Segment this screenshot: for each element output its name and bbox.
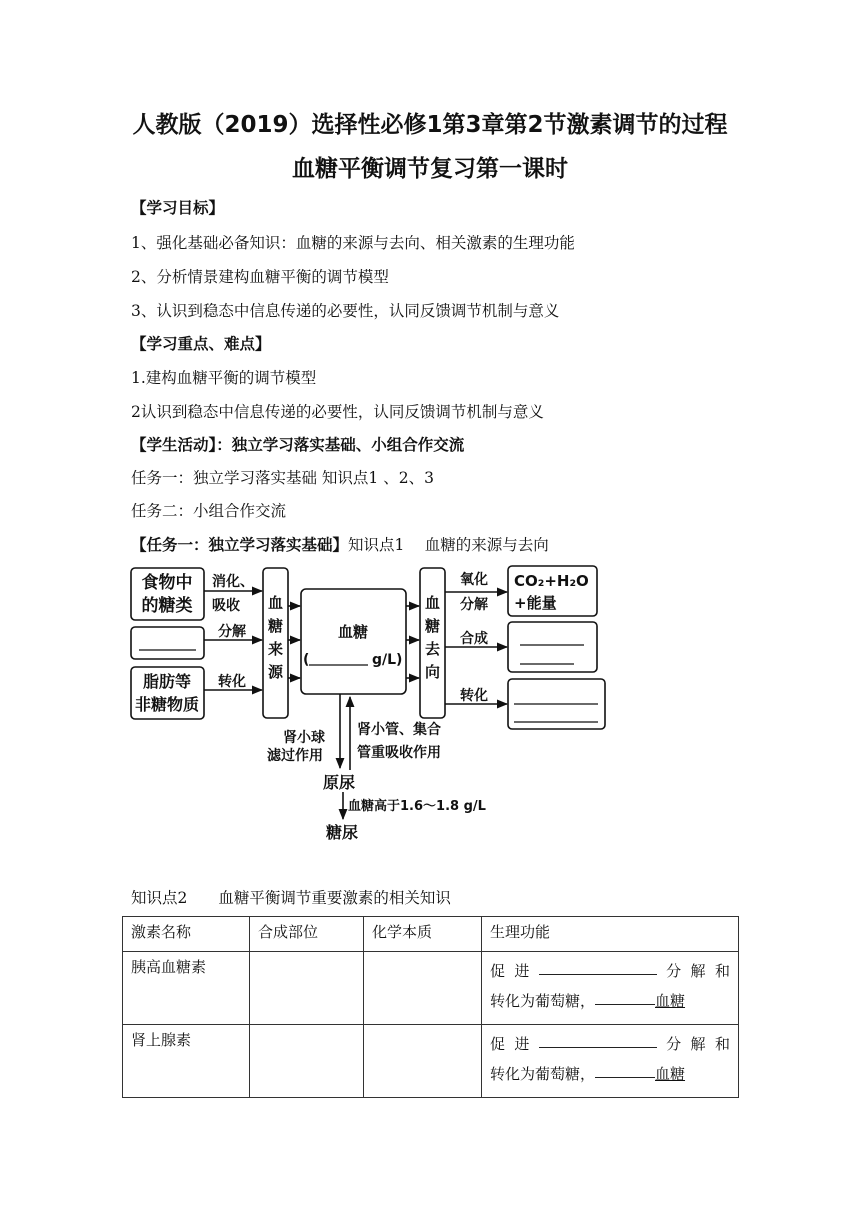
center-blood-sugar-box — [301, 589, 406, 694]
knowledge2-heading: 知识点2 血糖平衡调节重要激素的相关知识 — [131, 889, 451, 907]
header-chemical-nature: 化学本质 — [364, 917, 482, 952]
function-line-1 — [490, 1029, 730, 1059]
function-line-2 — [490, 1059, 730, 1089]
source-char-4: 源 — [267, 663, 284, 681]
fat-label-1: 脂肪等 — [142, 672, 192, 691]
objectives-heading: 【学习目标】 — [131, 199, 225, 217]
center-unit: g/L) — [372, 652, 403, 668]
synthesize-label: 合成 — [460, 631, 488, 647]
header-function: 生理功能 — [482, 917, 739, 952]
function-cell — [482, 952, 739, 1025]
func-end: 血糖 — [655, 992, 686, 1010]
center-unit-open: ( — [303, 652, 310, 668]
objective-item-1: 1、强化基础必备知识：血糖的来源与去向、相关激素的生理功能 — [131, 234, 575, 252]
convert-label: 转化 — [218, 674, 246, 690]
keypoints-heading: 【学习重点、难点】 — [131, 335, 271, 353]
func-end: 血糖 — [655, 1065, 686, 1083]
header-synthesis-site: 合成部位 — [250, 917, 364, 952]
func-decompose-1: 分 — [666, 1035, 682, 1053]
kidney-filter-label-2: 滤过作用 — [267, 748, 323, 764]
func-promote-2: 进 — [514, 1035, 530, 1053]
reabsorb-label-1: 肾小管、集合 — [357, 722, 441, 738]
digest-label-2: 吸收 — [212, 598, 240, 614]
decompose-label: 分解 — [218, 624, 246, 640]
function-blank-2 — [595, 986, 655, 1005]
hormone-name-cell: 胰高血糖素 — [123, 952, 250, 1025]
food-label-2: 的糖类 — [141, 596, 193, 616]
func-line2-text: 转化为葡萄糖， — [490, 1065, 596, 1083]
func-and: 和 — [714, 1035, 730, 1053]
task-2: 任务二：小组合作交流 — [131, 502, 287, 520]
func-promote-1: 促 — [490, 1035, 506, 1053]
threshold-label: 血糖高于1.6～1.8 g/L — [348, 799, 486, 814]
func-and: 和 — [714, 962, 730, 980]
blank-source-box — [131, 627, 204, 659]
co2-label-1: CO₂+H₂O — [514, 572, 589, 590]
hormone-name-cell: 肾上腺素 — [123, 1025, 250, 1098]
urine-label: 原尿 — [323, 773, 356, 792]
knowledge1-heading-bold: 【任务一：独立学习落实基础】 — [131, 536, 349, 554]
chemical-nature-cell — [364, 1025, 482, 1098]
objective-item-3: 3、认识到稳态中信息传递的必要性，认同反馈调节机制与意义 — [131, 302, 560, 320]
function-line-2 — [490, 986, 730, 1016]
diabetes-label: 糖尿 — [326, 823, 359, 842]
dest-char-4: 向 — [424, 663, 441, 681]
reabsorb-label-2: 管重吸收作用 — [357, 745, 441, 761]
source-char-1: 血 — [267, 594, 284, 612]
table-header-row — [123, 917, 739, 952]
oxidize-label-1: 氧化 — [460, 572, 488, 588]
co2-label-2: +能量 — [514, 594, 557, 612]
function-cell — [482, 1025, 739, 1098]
keypoint-item-2: 2认识到稳态中信息传递的必要性，认同反馈调节机制与意义 — [131, 403, 544, 421]
oxidize-label-2: 分解 — [460, 597, 488, 613]
func-line2-text: 转化为葡萄糖， — [490, 992, 596, 1010]
func-decompose-2: 解 — [690, 962, 706, 980]
synthesis-site-cell — [250, 952, 364, 1025]
food-label-1: 食物中 — [141, 573, 193, 593]
func-promote-2: 进 — [514, 962, 530, 980]
fat-label-2: 非糖物质 — [134, 695, 200, 714]
dest-char-1: 血 — [424, 594, 441, 612]
function-blank-1 — [539, 1029, 657, 1048]
func-decompose-2: 解 — [690, 1035, 706, 1053]
table-row — [123, 1025, 739, 1098]
table-row — [123, 952, 739, 1025]
chemical-nature-cell — [364, 952, 482, 1025]
task-1: 任务一：独立学习落实基础 知识点1 、2、3 — [131, 469, 434, 487]
center-label: 血糖 — [337, 623, 369, 641]
source-char-3: 来 — [267, 640, 284, 658]
kidney-filter-label-1: 肾小球 — [283, 730, 325, 746]
function-blank-1 — [539, 956, 657, 975]
knowledge1-heading-rest: 知识点1 血糖的来源与去向 — [348, 536, 549, 554]
digest-label-1: 消化、 — [212, 574, 254, 590]
dest-char-2: 糖 — [424, 617, 441, 635]
doc-subtitle: 血糖平衡调节复习第一课时 — [292, 156, 568, 182]
synthesis-site-cell — [250, 1025, 364, 1098]
function-blank-2 — [595, 1059, 655, 1078]
func-decompose-1: 分 — [666, 962, 682, 980]
source-char-2: 糖 — [267, 617, 284, 635]
func-promote-1: 促 — [490, 962, 506, 980]
header-hormone-name: 激素名称 — [123, 917, 250, 952]
doc-title: 人教版（2019）选择性必修1第3章第2节激素调节的过程 — [132, 112, 728, 138]
dest-char-3: 去 — [424, 640, 441, 658]
hormone-table — [122, 916, 739, 1098]
activities-heading: 【学生活动】：独立学习落实基础、小组合作交流 — [131, 436, 465, 454]
convert-out-label: 转化 — [460, 688, 488, 704]
function-line-1 — [490, 956, 730, 986]
keypoint-item-1: 1.建构血糖平衡的调节模型 — [131, 369, 317, 387]
objective-item-2: 2、分析情景建构血糖平衡的调节模型 — [131, 268, 389, 286]
